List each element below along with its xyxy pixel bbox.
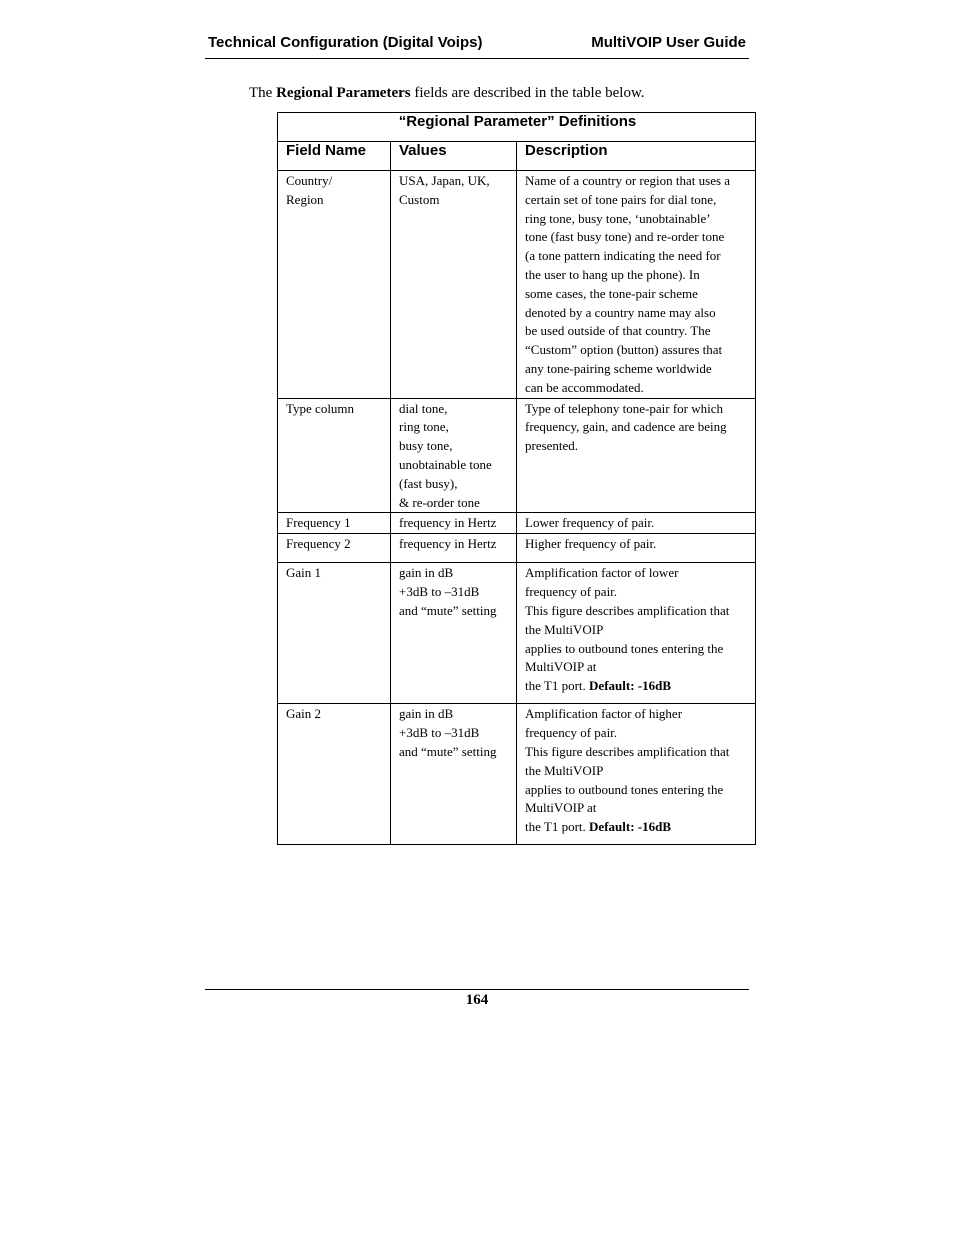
cell-line: dial tone, [399,400,448,416]
table-caption-row [278,113,756,142]
table-row [278,563,756,704]
values-cell [391,563,517,704]
cell-line: frequency, gain, and cadence are being [525,419,727,435]
field-name-cell [278,534,391,563]
cell-line-default [525,677,749,696]
table-caption: “Regional Parameter” Definitions [278,113,756,142]
intro-bold: Regional Parameters [276,85,411,101]
cell-line: (fast busy), [399,475,458,491]
cell-line: gain in dB [399,565,454,581]
field-name-cell [278,171,391,399]
cell-line: the MultiVOIP [525,621,604,637]
values-cell [391,398,517,513]
table-row [278,534,756,563]
column-header-field-name: Field Name [278,142,391,171]
cell-line: MultiVOIP at [525,659,597,675]
default-value: Default: -16dB [589,678,671,694]
header-guide-title: MultiVOIP User Guide [591,34,746,51]
table-body [278,171,756,845]
description-cell [517,534,756,563]
cell-line: Amplification factor of higher [525,706,683,722]
cell-line: Name of a country or region that uses a [525,173,731,188]
cell-line: busy tone, [399,438,453,454]
cell-line: denoted by a country name may also [525,304,716,320]
cell-line: frequency of pair. [525,725,618,741]
cell-line: Gain 2 [286,706,322,722]
description-cell [517,563,756,704]
intro-post: fields are described in the table below. [410,85,645,101]
cell-line: certain set of tone pairs for dial tone, [525,191,717,207]
cell-line: and “mute” setting [399,743,497,759]
description-cell [517,513,756,534]
cell-line: MultiVOIP at [525,800,597,816]
cell-line: the MultiVOIP [525,762,604,778]
cell-line: Frequency 1 [286,515,351,531]
intro-pre: The [249,85,277,101]
cell-line: Custom [399,191,440,207]
cell-line-default [525,818,749,837]
page-footer [205,989,749,1008]
table-row [278,704,756,845]
default-prefix: the T1 port. [525,819,590,835]
table-row [278,513,756,534]
cell-line: (a tone pattern indicating the need for [525,248,721,264]
cell-line: +3dB to –31dB [399,584,480,600]
cell-line: Amplification factor of lower [525,565,679,581]
cell-line: can be accommodated. [525,379,644,395]
cell-line: Gain 1 [286,565,322,581]
cell-line: Type of telephony tone-pair for which [525,400,723,416]
cell-line: +3dB to –31dB [399,725,480,741]
cell-line: gain in dB [399,706,454,722]
cell-line: ring tone, busy tone, ‘unobtainable’ [525,210,711,226]
cell-line: USA, Japan, UK, [399,173,490,188]
description-cell [517,398,756,513]
cell-line: some cases, the tone-pair scheme [525,285,698,301]
field-name-cell [278,398,391,513]
page-number: 164 [465,992,489,1008]
cell-line: applies to outbound tones entering the [525,640,724,656]
cell-line: frequency in Hertz [399,515,497,531]
table-row [278,171,756,399]
cell-line: Frequency 2 [286,536,351,552]
values-cell [391,534,517,563]
values-cell [391,513,517,534]
cell-line: the user to hang up the phone). In [525,266,700,282]
table-header-row [278,142,756,171]
cell-line: frequency in Hertz [399,536,497,552]
cell-line: Lower frequency of pair. [525,515,655,531]
cell-line: This figure describes amplification that [525,743,730,759]
default-prefix: the T1 port. [525,678,590,694]
description-cell [517,171,756,399]
cell-line: unobtainable tone [399,456,492,472]
cell-line: tone (fast busy tone) and re-order tone [525,229,725,245]
regional-parameter-table [277,112,756,845]
cell-line: Type column [286,400,355,416]
cell-line: be used outside of that country. The [525,323,711,339]
cell-line: Country/ [286,173,333,188]
values-cell [391,704,517,845]
cell-line: This figure describes amplification that [525,602,730,618]
cell-line: presented. [525,438,579,454]
intro-paragraph [249,85,645,102]
column-header-values: Values [391,142,517,171]
column-header-description: Description [517,142,756,171]
table-row [278,398,756,513]
default-value: Default: -16dB [589,819,671,835]
cell-line: any tone-pairing scheme worldwide [525,360,712,376]
cell-line: “Custom” option (button) assures that [525,342,723,358]
field-name-cell [278,563,391,704]
values-cell [391,171,517,399]
cell-line: Region [286,191,324,207]
field-name-cell [278,704,391,845]
cell-line: and “mute” setting [399,602,497,618]
cell-line: frequency of pair. [525,584,618,600]
cell-line: ring tone, [399,419,449,435]
page-header [205,33,749,59]
field-name-cell [278,513,391,534]
header-section-title: Technical Configuration (Digital Voips) [208,34,483,51]
cell-line: & re-order tone [399,494,480,510]
cell-line: applies to outbound tones entering the [525,781,724,797]
description-cell [517,704,756,845]
cell-line: Higher frequency of pair. [525,536,657,552]
